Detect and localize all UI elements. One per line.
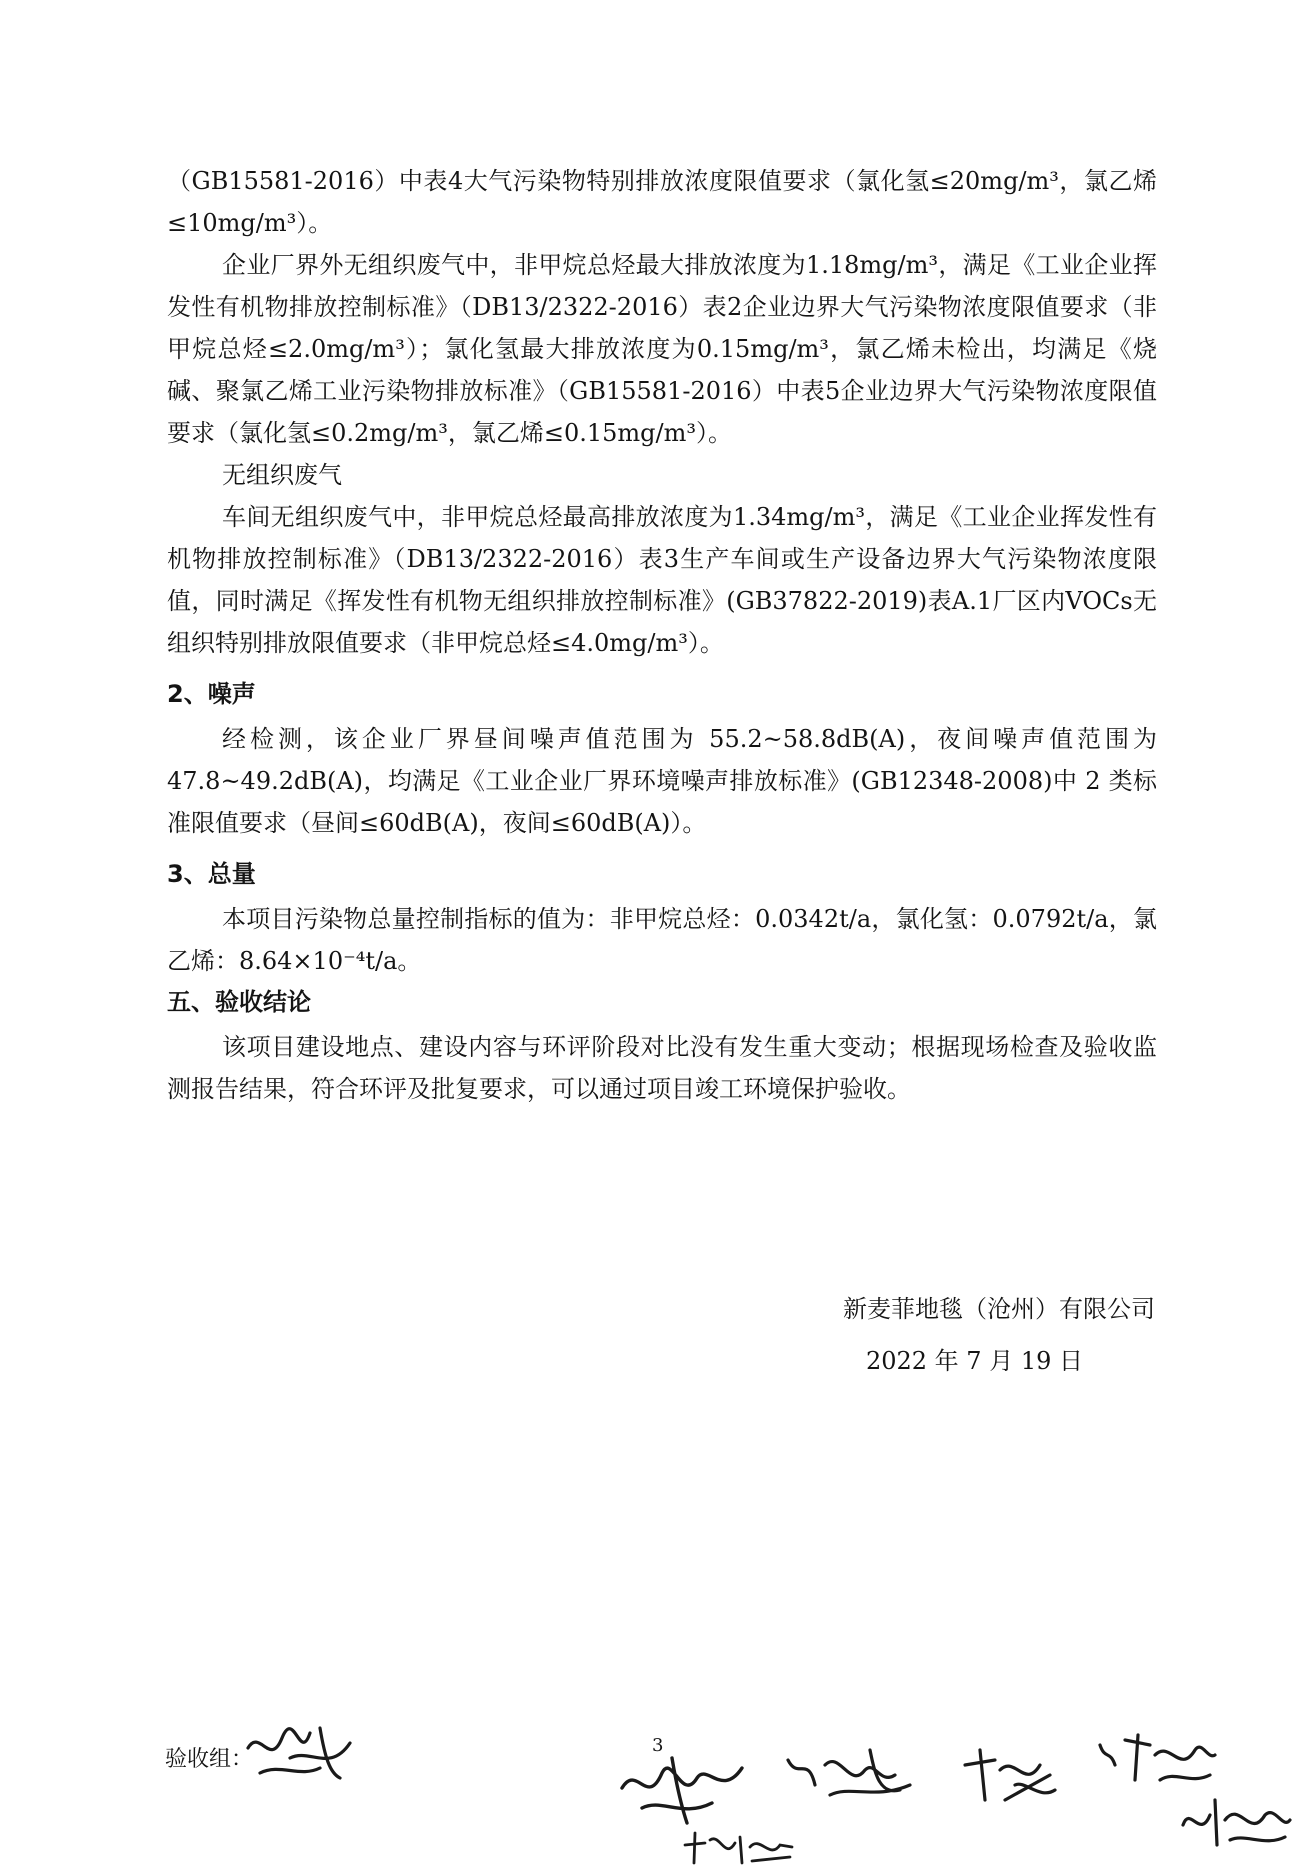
paragraph-noise: 经检测，该企业厂界昼间噪声值范围为 55.2~58.8dB(A)，夜间噪声值范围为47.8~49.2dB(A)，均满足《工业企业厂界环境噪声排放标准》(GB12348-2008)中 2 类标准限值要求（昼间≤60dB(A)，夜间≤60dB(A)）。	[167, 725, 1157, 837]
signature-3-image	[780, 1740, 920, 1810]
paragraph-total-amount: 本项目污染物总量控制指标的值为：非甲烷总烃：0.0342t/a，氯化氢：0.0792t/a，氯乙烯：8.64×10⁻⁴t/a。	[167, 905, 1157, 975]
paragraph-standard-limits: （GB15581-2016）中表4大气污染物特别排放浓度限值要求（氯化氢≤20mg/m³，氯乙烯≤10mg/m³）。	[167, 167, 1157, 237]
paragraph-conclusion: 该项目建设地点、建设内容与环评阶段对比没有发生重大变动；根据现场检查及验收监测报告结果，符合环评及批复要求，可以通过项目竣工环境保护验收。	[167, 1033, 1157, 1103]
section-heading-total: 3、总量	[167, 860, 256, 888]
signature-7-image	[680, 1825, 800, 1869]
paragraph-subheading-fugitive: 无组织废气	[222, 461, 342, 489]
document-body	[167, 160, 1157, 1110]
signing-date: 2022 年 7 月 19 日	[865, 1347, 1083, 1375]
paragraph-workshop-emissions: 车间无组织废气中，非甲烷总烃最高排放浓度为1.34mg/m³，满足《工业企业挥发性有机物排放控制标准》（DB13/2322-2016）表3生产车间或生产设备边界大气污染物浓度限值，同时满足《挥发性有机物无组织排放控制标准》(GB37822-2019)表A.1厂区内VOCs无组织特别排放限值要求（非甲烷总烃≤4.0mg/m³）。	[167, 503, 1157, 657]
signature-6-image	[1175, 1785, 1295, 1855]
page-number: 3	[652, 1735, 664, 1756]
company-name: 新麦菲地毯（沧州）有限公司	[843, 1295, 1155, 1323]
section-heading-conclusion: 五、验收结论	[167, 988, 311, 1016]
signature-4-image	[955, 1740, 1065, 1810]
signature-2-image	[612, 1748, 752, 1828]
acceptance-group-label: 验收组：	[165, 1747, 254, 1772]
paragraph-boundary-emissions: 企业厂界外无组织废气中，非甲烷总烃最大排放浓度为1.18mg/m³，满足《工业企业挥发性有机物排放控制标准》（DB13/2322-2016）表2企业边界大气污染物浓度限值要求（非甲烷总烃≤2.0mg/m³）；氯化氢最大排放浓度为0.15mg/m³，氯乙烯未检出，均满足《烧碱、聚氯乙烯工业污染物排放标准》（GB15581-2016）中表5企业边界大气污染物浓度限值要求（氯化氢≤0.2mg/m³，氯乙烯≤0.15mg/m³）。	[167, 251, 1157, 447]
section-heading-noise: 2、噪声	[167, 680, 256, 708]
signature-1-image	[240, 1718, 370, 1788]
